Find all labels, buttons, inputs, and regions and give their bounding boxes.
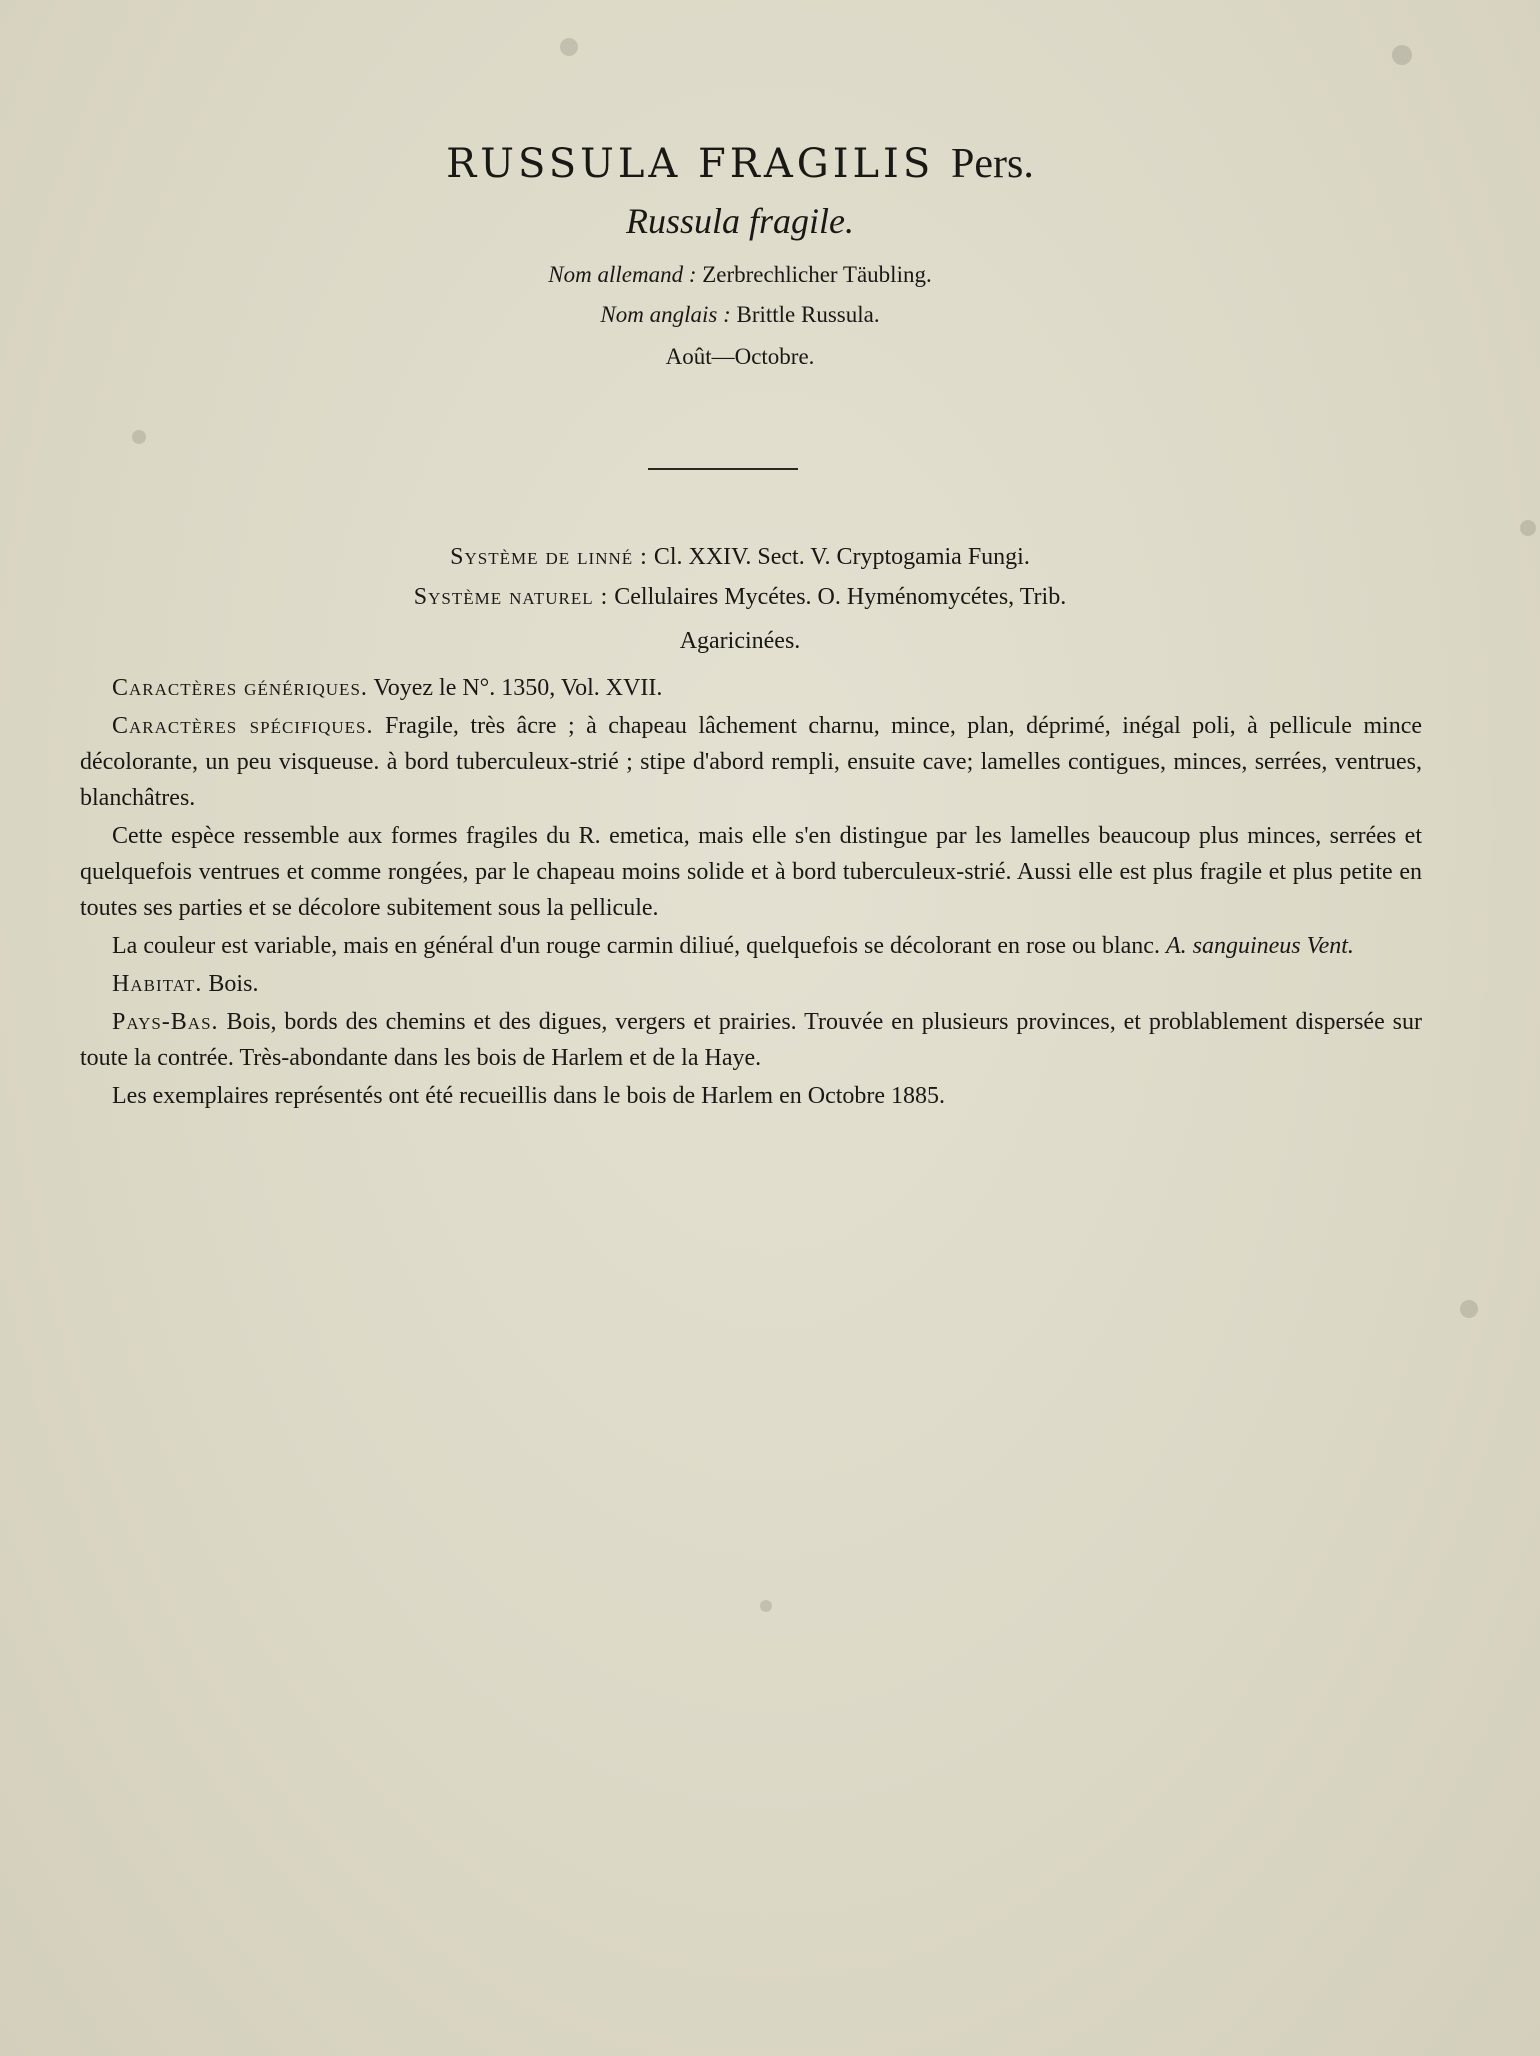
section-divider (648, 468, 798, 470)
german-name: Zerbrechlicher Täubling. (702, 262, 932, 287)
paper-spot (1520, 520, 1536, 536)
paper-spot (560, 38, 578, 56)
linne-label: Système de linné : (450, 544, 648, 570)
linne-text: Cl. XXIV. Sect. V. Cryptogamia Fungi. (653, 544, 1030, 570)
habitat-label: Habitat. (112, 971, 203, 997)
paysbas-text: Bois, bords des chemins et des digues, vergers et prairies. Trouvée en plusieurs provinces, et problablement dispersée sur toute la contrée. Très-abondante dans les bois de Harlem et de la Haye. (80, 1009, 1423, 1071)
paysbas-paragraph (80, 1004, 1422, 1076)
generiques-text: Voyez le N°. 1350, Vol. XVII. (373, 675, 663, 701)
naturel-text: Cellulaires Mycétes. O. Hyménomycétes, Trib. (614, 584, 1067, 610)
german-label: Nom allemand : (548, 262, 697, 287)
colour-text: La couleur est variable, mais en général d'un rouge carmin diliué, quelquefois se décolorant en rose ou blanc. (112, 933, 1160, 959)
habitat-paragraph (80, 966, 1422, 1002)
species-name: RUSSULA FRAGILIS (446, 141, 935, 187)
paysbas-label: Pays-Bas. (112, 1009, 219, 1035)
common-name: Russula fragile. (625, 201, 854, 241)
naturel-label: Système naturel : (413, 584, 609, 610)
paper-spot (1392, 45, 1412, 65)
description-body (80, 670, 1422, 1116)
colour-paragraph (80, 928, 1422, 964)
english-name-line (0, 302, 1480, 328)
specimens-paragraph: Les exemplaires représentés ont été recueillis dans le bois de Harlem en Octobre 1885. (112, 1083, 946, 1109)
generiques-paragraph (80, 670, 1422, 706)
species-author: Pers. (950, 141, 1034, 187)
paper-spot (132, 430, 146, 444)
season-line: Août—Octobre. (665, 344, 815, 369)
english-label: Nom anglais : (600, 302, 731, 327)
naturel-line (0, 584, 1480, 611)
habitat-text: Bois. (208, 971, 259, 997)
generiques-label: Caractères génériques. (112, 675, 368, 701)
specifiques-text: Fragile, très âcre ; à chapeau lâchement charnu, mince, plan, déprimé, inégal poli, à pellicule mince décolorante, un peu visqueuse. à bord tuberculeux-strié ; stipe d'abord rempli, ensuite cave; lamelles contigues, minces, serrées, ventrues, blanchâtres. (80, 713, 1422, 811)
species-title (0, 140, 1480, 188)
specifiques-label: Caractères spécifiques. (112, 713, 374, 739)
colour-reference: A. sanguineus Vent. (1165, 933, 1354, 959)
comparison-paragraph: Cette espèce ressemble aux formes fragiles du R. emetica, mais elle s'en distingue par les lamelles beaucoup plus minces, serrées et quelquefois ventrues et comme rongées, par le chapeau moins solide et à bord tuberculeux-strié. Aussi elle est plus fragile et plus petite en toutes ses parties et se décolore subitement sous la pellicule. (80, 823, 1422, 921)
specifiques-paragraph (80, 708, 1422, 816)
paper-spot (760, 1600, 772, 1612)
naturel-continuation: Agaricinées. (679, 628, 801, 654)
paper-spot (1460, 1300, 1478, 1318)
linne-line (0, 544, 1480, 571)
german-name-line (0, 262, 1480, 288)
english-name: Brittle Russula. (736, 302, 880, 327)
